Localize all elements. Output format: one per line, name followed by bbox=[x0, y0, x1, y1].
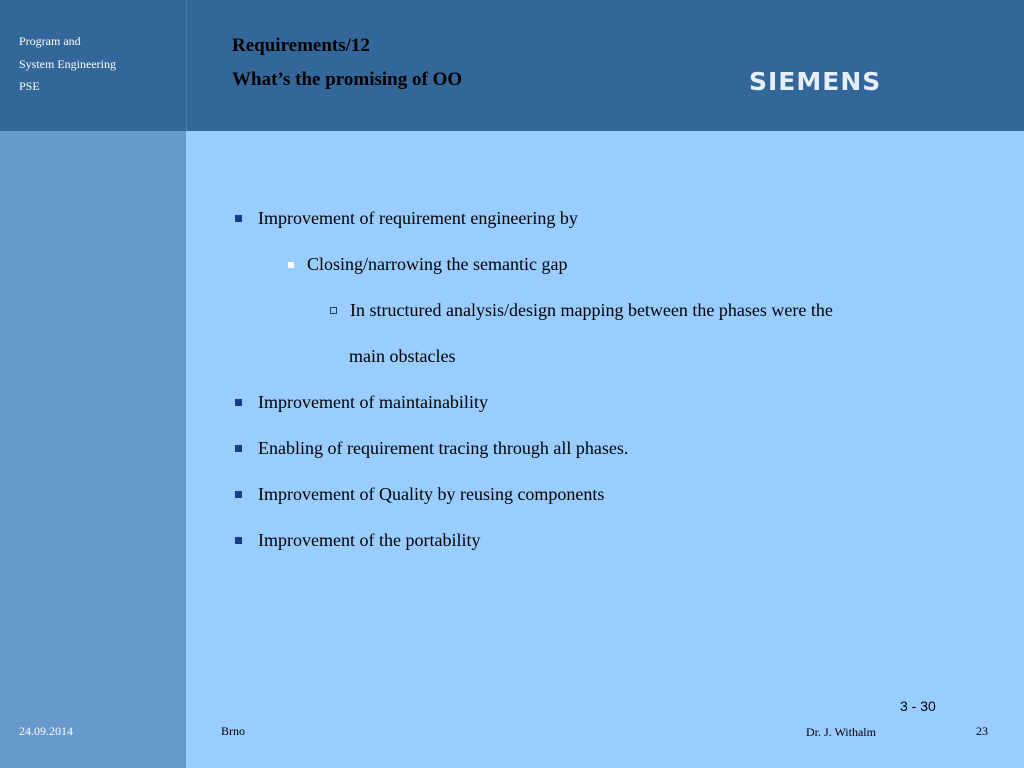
white-square-bullet-icon bbox=[288, 262, 294, 268]
bullet-continuation: main obstacles bbox=[349, 346, 456, 366]
sidebar-label-system-engineering: System Engineering bbox=[19, 57, 116, 71]
bullet-text: Closing/narrowing the semantic gap bbox=[307, 254, 568, 274]
bullet-text: In structured analysis/design mapping between the phases were the bbox=[350, 300, 833, 320]
bullet-text: Improvement of requirement engineering by bbox=[258, 208, 578, 228]
siemens-logo: SIEMENS bbox=[749, 67, 882, 96]
bullet-text: Improvement of the portability bbox=[258, 530, 481, 550]
sidebar-label-program: Program and bbox=[19, 34, 81, 48]
bullet-item bbox=[235, 484, 604, 505]
footer-page-number: 23 bbox=[976, 724, 988, 738]
filled-square-bullet-icon bbox=[235, 491, 242, 498]
bullet-text: Enabling of requirement tracing through all phases. bbox=[258, 438, 629, 458]
slide-header bbox=[187, 0, 1024, 131]
filled-square-bullet-icon bbox=[235, 399, 242, 406]
bullet-text: Improvement of maintainability bbox=[258, 392, 488, 412]
bullet-item bbox=[235, 530, 480, 551]
bullet-item bbox=[235, 438, 628, 459]
hollow-square-bullet-icon bbox=[330, 307, 337, 314]
slide-subtitle: What’s the promising of OO bbox=[232, 69, 463, 90]
footer-place: Brno bbox=[221, 724, 245, 738]
bullet-text: Improvement of Quality by reusing components bbox=[258, 484, 605, 504]
sidebar-label-pse: PSE bbox=[19, 79, 40, 93]
filled-square-bullet-icon bbox=[235, 215, 242, 222]
bullet-item bbox=[330, 300, 833, 321]
bullet-item bbox=[235, 392, 488, 413]
filled-square-bullet-icon bbox=[235, 537, 242, 544]
slide-range: 3 - 30 bbox=[900, 698, 936, 714]
bullet-item bbox=[288, 254, 567, 275]
slide-title: Requirements/12 bbox=[232, 35, 370, 56]
footer-author: Dr. J. Withalm bbox=[806, 725, 876, 739]
footer-date: 24.09.2014 bbox=[19, 724, 73, 738]
bullet-item bbox=[235, 208, 578, 229]
filled-square-bullet-icon bbox=[235, 445, 242, 452]
